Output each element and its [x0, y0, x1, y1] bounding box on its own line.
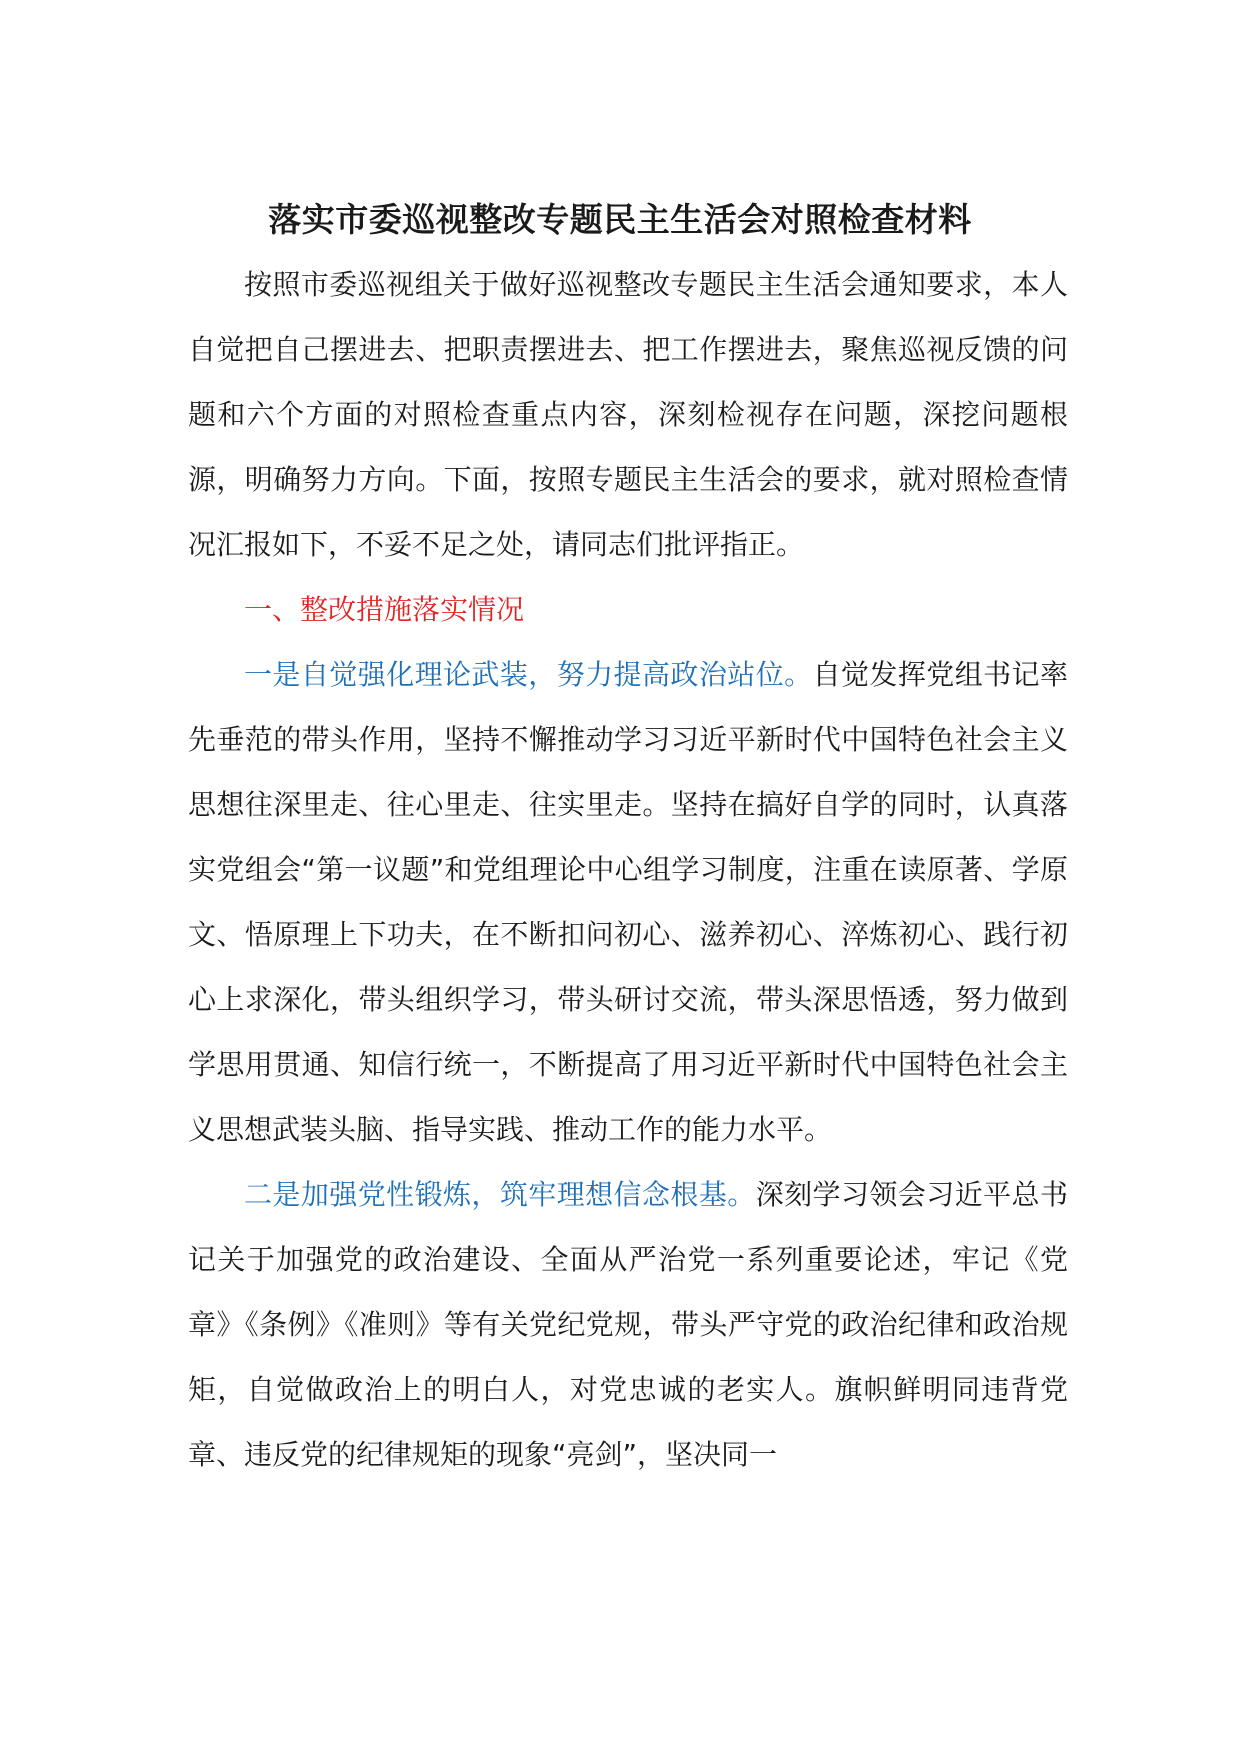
- item-paragraph-2: [188, 1162, 1068, 1487]
- item-lead-1: 一是自觉强化理论武装，努力提高政治站位。: [244, 658, 813, 691]
- section-heading: 一、整改措施落实情况: [244, 593, 525, 626]
- document-title: 落实市委巡视整改专题民主生活会对照检查材料: [268, 200, 972, 239]
- item-paragraph-1: [188, 642, 1068, 1162]
- item-body-1: 自觉发挥党组书记率先垂范的带头作用，坚持不懈推动学习习近平新时代中国特色社会主义思想往深里走、往心里走、往实里走。坚持在搞好自学的同时，认真落实党组会“第一议题”和党组理论中心组学习制度，注重在读原著、学原文、悟原理上下功夫，在不断扣问初心、滋养初心、淬炼初心、践行初心上求深化，带头组织学习，带头研讨交流，带头深思悟透，努力做到学思用贯通、知信行统一，不断提高了用习近平新时代中国特色社会主义思想武装头脑、指导实践、推动工作的能力水平。: [188, 658, 1068, 1146]
- intro-paragraph: 按照市委巡视组关于做好巡视整改专题民主生活会通知要求，本人自觉把自己摆进去、把职责摆进去、把工作摆进去，聚焦巡视反馈的问题和六个方面的对照检查重点内容，深刻检视存在问题，深挖问题根源，明确努力方向。下面，按照专题民主生活会的要求，就对照检查情况汇报如下，不妥不足之处，请同志们批评指正。: [188, 268, 1068, 561]
- item-lead-2: 二是加强党性锻炼，筑牢理想信念根基。: [244, 1178, 756, 1211]
- item-body-2: 深刻学习领会习近平总书记关于加强党的政治建设、全面从严治党一系列重要论述，牢记《党章》《条例》《准则》等有关党纪党规，带头严守党的政治纪律和政治规矩，自觉做政治上的明白人，对党忠诚的老实人。旗帜鲜明同违背党章、违反党的纪律规矩的现象“亮剑”，坚决同一: [188, 1178, 1068, 1471]
- document-body: [188, 252, 1068, 1487]
